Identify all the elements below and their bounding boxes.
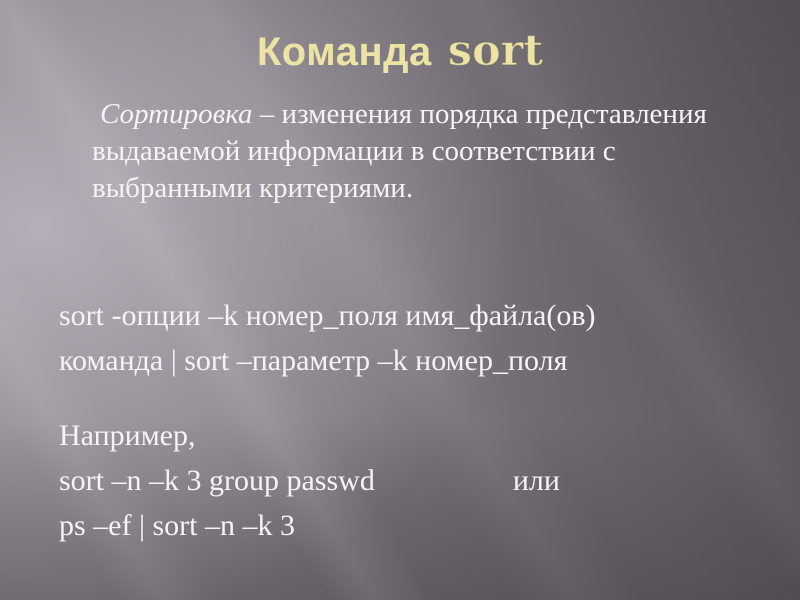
definition-text: – изменения порядка представления выдаваемой информации в соответствии с выбранными критериями.: [92, 98, 707, 204]
example-command-1: sort –n –k 3 group passwd: [59, 464, 375, 497]
definition-term: Сортировка: [100, 98, 253, 130]
example-or-label: или: [512, 464, 560, 497]
definition-paragraph: [92, 96, 762, 207]
example-line-2: ps –ef | sort –n –k 3: [59, 509, 295, 542]
syntax-line-1: sort -опции –k номер_поля имя_файла(ов): [59, 299, 596, 332]
example-block: [59, 413, 779, 548]
example-line-1: [59, 458, 779, 503]
syntax-block: [59, 293, 779, 383]
title-word-main: Команда: [256, 30, 432, 74]
title-word-code: sort: [447, 26, 544, 76]
example-label: Например,: [59, 419, 196, 452]
syntax-line-2: команда | sort –параметр –k номер_поля: [59, 344, 568, 377]
slide-title: [0, 26, 800, 76]
